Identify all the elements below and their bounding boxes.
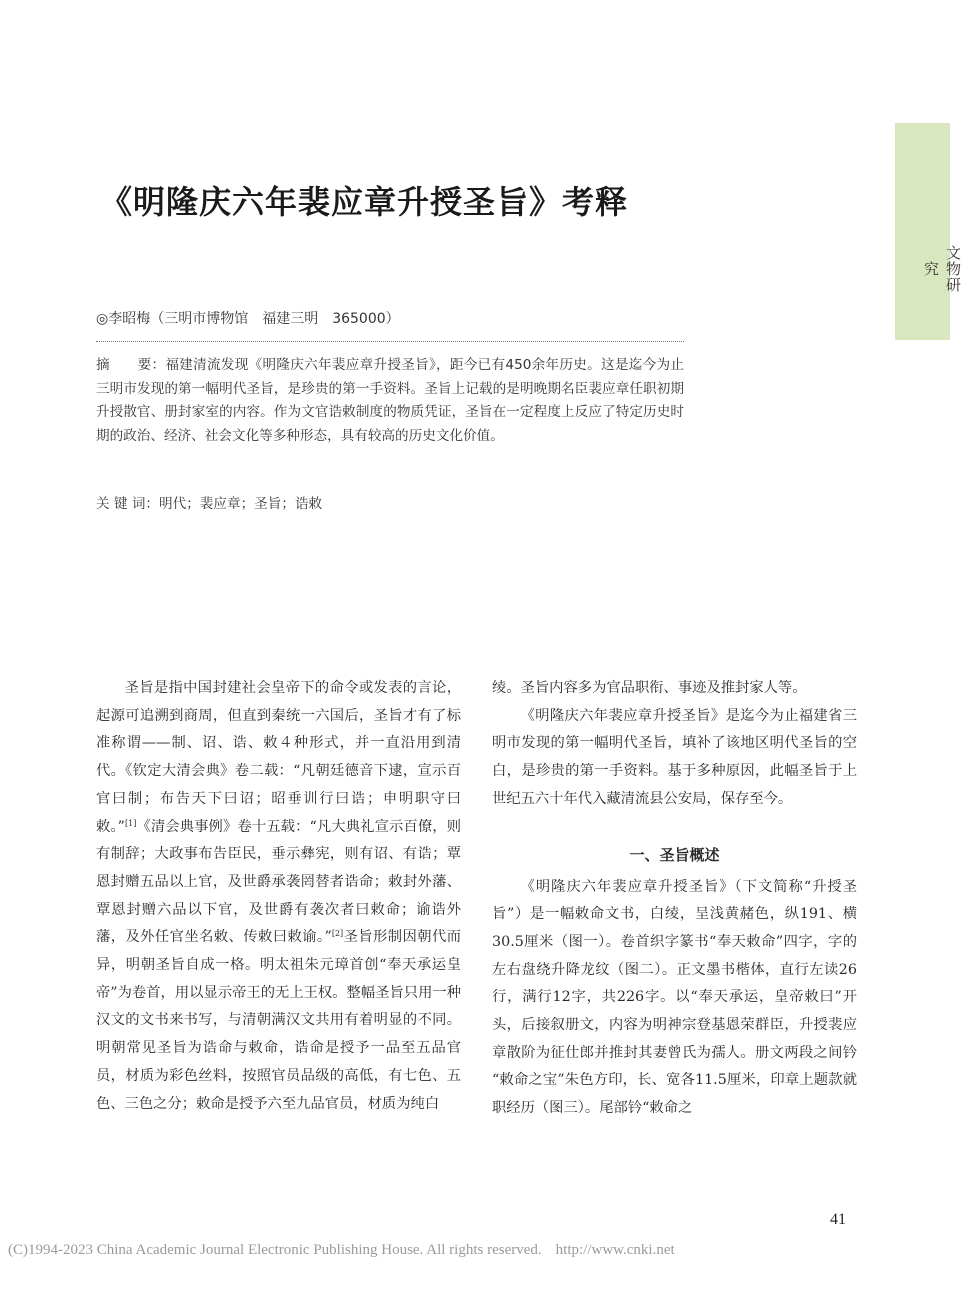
abstract-text: 福建清流发现《明隆庆六年裴应章升授圣旨》，距今已有450余年历史。这是迄今为止三明市发现的第一幅明代圣旨，是珍贵的第一手资料。圣旨上记载的是明晚期名臣裴应章任职初期升授散官、册封家室的内容。作为文官诰敕制度的物质凭证，圣旨在一定程度上反应了特定历史时期的政治、经济、社会文化等多种形态，具有较高的历史文化价值。 [96, 357, 684, 444]
body-paragraph: 《明隆庆六年裴应章升授圣旨》（下文简称“升授圣旨”）是一幅敕命文书，白绫，呈浅黄赭色，纵191、横30.5厘米（图一）。卷首织字篆书“奉天敕命”四字，字的左右盘绕升降龙纹（图二）。正文墨书楷体，直行左读26行，满行12字，共226字。以“奉天承运，皇帝敕曰”开头，后接叙册文，内容为明神宗登基恩荣群臣，升授裴应章散阶为征仕郎并推封其妻曾氏为孺人。册文两段之间钤 “敕命之宝”朱色方印，长、宽各11.5厘米，印章上题款就职经历（图三）。尾部钤“敕命之 [492, 878, 857, 1117]
section-heading: 一、圣旨概述 [629, 845, 720, 864]
body-right-column [492, 675, 857, 1123]
paragraph-text: 《清会典事例》卷十五载：“凡大典礼宣示百僚，则有制辞；大政事布告臣民，垂示彝宪，则有诏、有诰；覃恩封赠五品以上官，及世爵承袭罔替者诰命；敕封外藩、覃恩封赠六品以下官，及世爵有袭次者曰敕命；谕诰外藩，及外任官坐名敕、传敕曰敕谕。” [96, 818, 461, 946]
footer [8, 1242, 942, 1259]
page-number: 41 [830, 1211, 846, 1228]
side-tab-label: 文物研究 [922, 245, 962, 293]
body-paragraph: 《明隆庆六年裴应章升授圣旨》是迄今为止福建省三明市发现的第一幅明代圣旨，填补了该地区明代圣旨的空白，是珍贵的第一手资料。基于多种原因，此幅圣旨于上世纪五六十年代入藏清流县公安局，保存至今。 [492, 707, 857, 807]
footer-copyright: (C)1994-2023 China Academic Journal Electronic Publishing House. All rights reserved. [8, 1242, 542, 1258]
keywords-text: 明代；裴应章；圣旨；诰敕 [159, 496, 323, 512]
body-paragraph: 绫。圣旨内容多为官品职衔、事迹及推封家人等。 [492, 680, 807, 696]
keywords [96, 493, 684, 516]
reference-marker: [2] [331, 929, 344, 939]
body-paragraph [96, 675, 461, 1118]
keywords-label: 关 键 词： [96, 496, 160, 512]
reference-marker: [1] [125, 818, 137, 828]
paragraph-text: 圣旨是指中国封建社会皇帝下的命令或发表的言论，起源可追溯到商周，但直到秦统一六国后，圣旨才有了标准称谓——制、诏、诰、敕４种形式，并一直沿用到清代。《钦定大清会典》卷二载：“凡朝廷德音下逮，宣示百官曰制；布告天下曰诏；昭垂训行曰诰；申明职守曰敕。” [96, 680, 461, 835]
author-line: ◎李昭梅（三明市博物馆 福建三明 365000） [96, 311, 400, 327]
separator-line [96, 341, 684, 342]
article-title: 《明隆庆六年裴应章升授圣旨》考释 [100, 183, 629, 221]
body-left-column [96, 675, 461, 1118]
footer-url[interactable]: http://www.cnki.net [555, 1242, 675, 1258]
section-side-tab [895, 123, 962, 340]
abstract-label: 摘 要： [96, 357, 166, 373]
paragraph-text: 圣旨形制因朝代而异，明朝圣旨自成一格。明太祖朱元璋首创“奉天承运皇帝”为卷首，用以显示帝王的无上王权。整幅圣旨只用一种汉文的文书来书写，与清朝满汉文共用有着明显的不同。明朝常见圣旨为诰命与敕命，诰命是授予一品至五品官员，材质为彩色丝料，按照官员品级的高低，有七色、五色、三色之分；敕命是授予六至九品官员，材质为纯白 [96, 929, 461, 1112]
abstract [96, 354, 684, 448]
